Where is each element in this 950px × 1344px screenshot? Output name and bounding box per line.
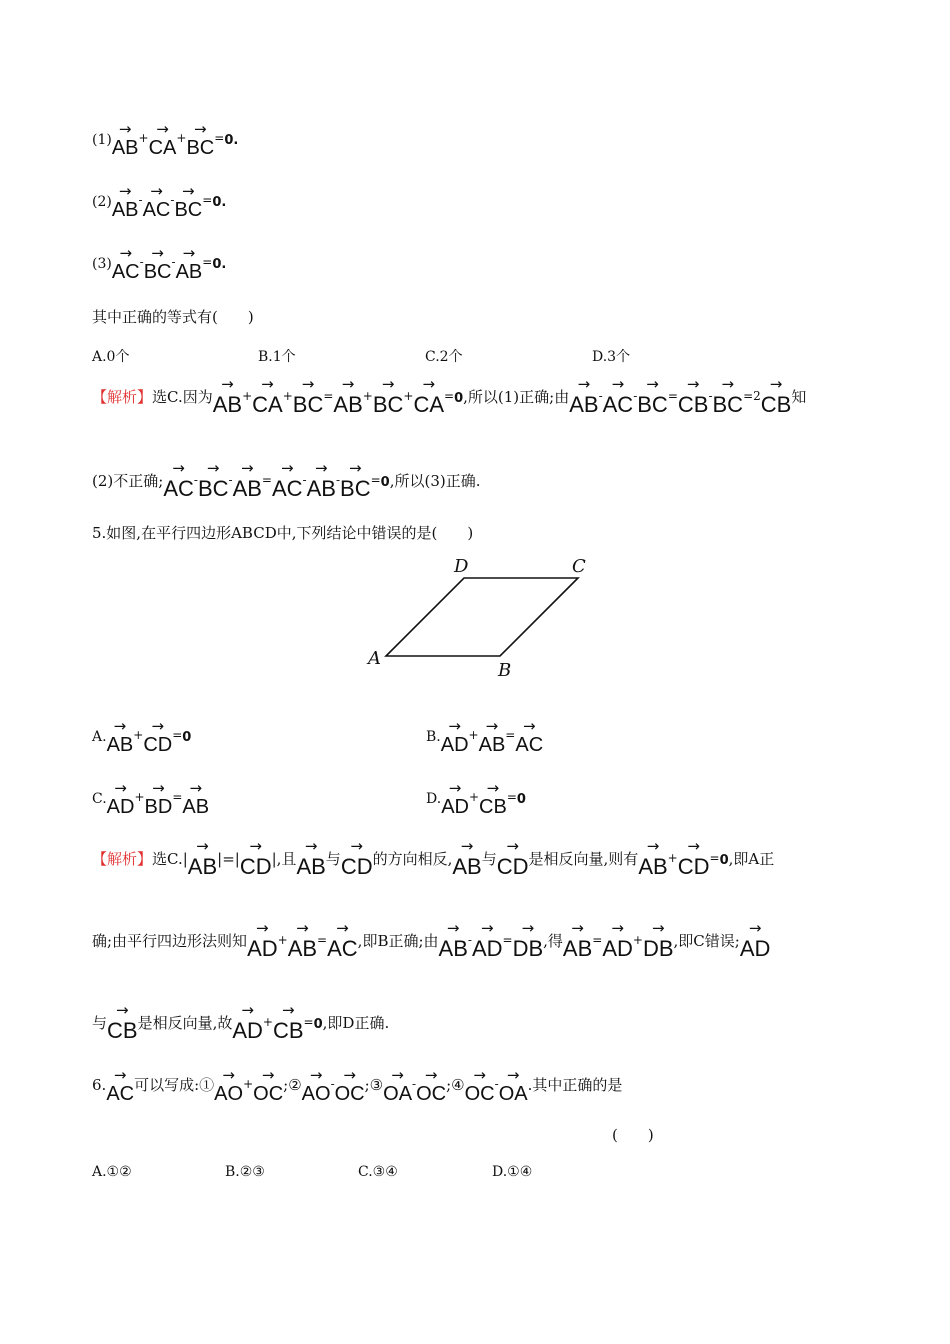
vector: → CD	[143, 717, 173, 756]
vector-arrow-icon: →	[221, 375, 234, 393]
q4-analysis-line-2	[92, 459, 481, 501]
operator: =	[506, 790, 517, 804]
vector-arrow-icon: →	[304, 837, 318, 855]
option-c: C.③④	[358, 1164, 398, 1180]
vector: → OC	[464, 1066, 495, 1105]
analysis-text: ,得	[543, 932, 563, 950]
vector: → AB	[452, 837, 482, 879]
vector-arrow-icon: →	[182, 244, 196, 262]
zero-vector: 0.	[212, 257, 227, 272]
answer-paren: ( )	[612, 1126, 654, 1144]
vector-arrow-icon: →	[422, 375, 436, 393]
analysis-text: 是相反向量,则有	[528, 850, 639, 868]
vector-arrow-icon: →	[309, 1066, 323, 1084]
vector: → CB	[272, 1001, 304, 1043]
vector-arrow-icon: →	[522, 717, 536, 735]
vector-arrow-icon: →	[189, 779, 203, 797]
vector: → AB	[296, 837, 326, 879]
operator: -	[494, 1077, 499, 1091]
question-text: 其中正确的等式有( )	[92, 308, 254, 326]
vector: → AD	[106, 779, 135, 818]
vector-arrow-icon: →	[748, 919, 762, 937]
vector-arrow-icon: →	[196, 837, 209, 855]
option-label: A.	[92, 729, 107, 745]
operator: +	[133, 728, 144, 742]
vertex-a: A	[368, 648, 381, 669]
vector-arrow-icon: →	[151, 717, 165, 735]
operator: +	[667, 851, 678, 865]
vertex-b: B	[498, 660, 512, 681]
analysis-text: 与	[92, 1014, 108, 1032]
operator: =	[323, 389, 334, 403]
vector: → AC	[142, 182, 171, 221]
vector: → AD	[232, 1001, 263, 1043]
zero-vector: 0	[719, 853, 729, 868]
vector: → AB	[569, 375, 599, 417]
option-b: B.②③	[225, 1164, 265, 1180]
vector: → AD	[247, 919, 278, 961]
operator: =2	[743, 389, 761, 403]
vector-arrow-icon: →	[480, 919, 494, 937]
vector: → AB	[111, 182, 139, 221]
vector-arrow-icon: →	[336, 919, 349, 937]
vector: → BC	[186, 120, 215, 159]
analysis-tag: 【解析】	[92, 850, 153, 868]
vector-arrow-icon: →	[151, 244, 164, 262]
vector-arrow-icon: →	[194, 120, 207, 138]
vector-arrow-icon: →	[156, 120, 169, 138]
option-label: B.	[426, 729, 441, 745]
vector-arrow-icon: →	[296, 919, 309, 937]
item-label: (1)	[92, 132, 112, 148]
vector-arrow-icon: →	[424, 1066, 438, 1084]
vector: → DB	[512, 919, 544, 961]
vector: → AB	[562, 919, 593, 961]
operator: -	[335, 473, 341, 487]
operator: +	[468, 728, 479, 742]
vector-arrow-icon: →	[521, 919, 535, 937]
vector: → OC	[416, 1066, 447, 1105]
vector-arrow-icon: →	[446, 919, 460, 937]
vector-arrow-icon: →	[687, 837, 700, 855]
zero-vector: 0	[313, 1017, 323, 1032]
operator: =	[303, 1015, 314, 1029]
vector: → AB	[106, 717, 134, 756]
vector: → BC	[637, 375, 668, 417]
zero-vector: 0	[182, 730, 192, 745]
vector-arrow-icon: →	[349, 459, 362, 477]
vector: → AO	[301, 1066, 331, 1105]
vector-arrow-icon: →	[261, 375, 274, 393]
operator: =	[202, 193, 213, 207]
vector: → DB	[642, 919, 674, 961]
operator: +	[134, 790, 145, 804]
operator: +	[632, 933, 643, 947]
analysis-text: ,即B正确;由	[357, 932, 439, 950]
zero-vector: 0	[380, 475, 390, 490]
option-d: D.3个	[592, 349, 631, 365]
vector-arrow-icon: →	[341, 375, 355, 393]
question-number: 6.	[92, 1076, 107, 1094]
vector: → AC	[111, 244, 140, 283]
operator: =	[214, 131, 225, 145]
vector: → BC	[143, 244, 172, 283]
vertex-c: C	[572, 556, 586, 577]
q4-item-1	[92, 120, 239, 159]
operator: -	[633, 389, 638, 403]
vector: → AD	[440, 717, 469, 756]
question-text: ;④	[446, 1076, 465, 1094]
vector-arrow-icon: →	[460, 837, 474, 855]
vector: → AB	[232, 459, 262, 501]
q5-option-d	[426, 779, 526, 818]
zero-vector: 0.	[212, 195, 227, 210]
operator: =	[505, 728, 516, 742]
operator: =	[317, 933, 328, 947]
q4-analysis-line-1	[92, 375, 807, 417]
vector: → AB	[187, 837, 218, 879]
operator: -	[193, 473, 198, 487]
option-b: B.1个	[258, 349, 296, 365]
vector: → CA	[252, 375, 283, 417]
vector: → AB	[287, 919, 318, 961]
vector: → CA	[413, 375, 445, 417]
vector: → BC	[712, 375, 744, 417]
analysis-text: |=|	[217, 850, 240, 868]
operator: =	[502, 933, 513, 947]
vector: → AB	[212, 375, 243, 417]
operator: -	[170, 193, 175, 207]
operator: +	[282, 389, 293, 403]
analysis-text: 与	[325, 850, 341, 868]
operator: =	[172, 728, 183, 742]
vector-arrow-icon: →	[172, 459, 185, 477]
vector: → AC	[271, 459, 303, 501]
operator: =	[202, 255, 213, 269]
vector-arrow-icon: →	[611, 375, 625, 393]
vector: → AB	[333, 375, 363, 417]
vector: → BC	[197, 459, 229, 501]
operator: -	[138, 193, 143, 207]
vector-arrow-icon: →	[240, 459, 254, 477]
operator: =	[444, 389, 455, 403]
analysis-text: 知	[791, 388, 807, 406]
vector: → AC	[163, 459, 194, 501]
vector-arrow-icon: →	[256, 919, 269, 937]
q5-analysis-line-2	[92, 919, 771, 961]
vector-arrow-icon: →	[113, 1066, 127, 1084]
vector-arrow-icon: →	[241, 1001, 254, 1019]
operator: -	[302, 473, 307, 487]
vector-arrow-icon: →	[119, 244, 133, 262]
operator: +	[403, 389, 414, 403]
operator: =	[592, 933, 603, 947]
vector: → BD	[144, 779, 173, 818]
vector: → AO	[214, 1066, 244, 1105]
operator: -	[708, 389, 713, 403]
operator: +	[277, 933, 288, 947]
option-label: D.	[426, 791, 442, 807]
vector-arrow-icon: →	[301, 375, 315, 393]
vector-arrow-icon: →	[118, 182, 132, 200]
vector: → AC	[515, 717, 544, 756]
vector: → CB	[479, 779, 507, 818]
analysis-text: ,所以(1)正确;由	[463, 388, 570, 406]
option-label: C.	[92, 791, 107, 807]
vector-arrow-icon: →	[769, 375, 783, 393]
zero-vector: 0	[454, 391, 464, 406]
vector-arrow-icon: →	[249, 837, 263, 855]
vector: → OC	[334, 1066, 365, 1105]
vector: → CB	[760, 375, 792, 417]
vector: → AC	[602, 375, 634, 417]
analysis-text: 选C.因为	[152, 388, 213, 406]
vector-arrow-icon: →	[381, 375, 395, 393]
analysis-text: (2)不正确;	[92, 472, 164, 490]
vector-arrow-icon: →	[222, 1066, 235, 1084]
vector-arrow-icon: →	[113, 717, 127, 735]
vector: → CD	[239, 837, 272, 879]
operator: +	[138, 131, 149, 145]
vector: → CB	[107, 1001, 138, 1043]
operator: =	[667, 389, 678, 403]
operator: +	[243, 1077, 254, 1091]
q4-item-2	[92, 182, 227, 221]
vector-arrow-icon: →	[473, 1066, 486, 1084]
q4-item-3	[92, 244, 227, 283]
vector: → CB	[677, 375, 709, 417]
analysis-tag: 【解析】	[92, 388, 153, 406]
vector: → AB	[438, 919, 468, 961]
vector: → CA	[148, 120, 177, 159]
vector: → AD	[602, 919, 633, 961]
q4-question	[92, 310, 254, 325]
vector: → AB	[182, 779, 210, 818]
vector-arrow-icon: →	[506, 837, 519, 855]
operator: -	[139, 255, 144, 269]
question-text: 可以写成:①	[134, 1076, 215, 1094]
vector: → AB	[638, 837, 668, 879]
vector-arrow-icon: →	[686, 375, 700, 393]
vector-arrow-icon: →	[448, 717, 461, 735]
item-label: (2)	[92, 194, 112, 210]
option-a: A.①②	[92, 1164, 132, 1180]
parallelogram-shape	[386, 578, 578, 656]
operator: +	[468, 790, 480, 804]
vector-arrow-icon: →	[448, 779, 462, 797]
q6-question	[92, 1066, 623, 1105]
vertex-d: D	[454, 556, 469, 577]
analysis-text: 与	[481, 850, 497, 868]
vector-arrow-icon: →	[261, 1066, 275, 1084]
operator: =	[709, 851, 720, 865]
vector-arrow-icon: →	[611, 919, 624, 937]
vector-arrow-icon: →	[646, 375, 659, 393]
vector: → AB	[111, 120, 139, 159]
vector-arrow-icon: →	[350, 837, 363, 855]
zero-vector: 0.	[224, 133, 239, 148]
operator: =	[172, 790, 183, 804]
vector: → BC	[340, 459, 371, 501]
vector-arrow-icon: →	[152, 779, 165, 797]
q5-option-a	[92, 717, 192, 756]
operator: +	[242, 389, 253, 403]
vector-arrow-icon: →	[646, 837, 660, 855]
vector-arrow-icon: →	[391, 1066, 404, 1084]
zero-vector: 0	[516, 792, 526, 807]
vector-arrow-icon: →	[114, 779, 127, 797]
operator: -	[228, 473, 233, 487]
vector: → AD	[739, 919, 771, 961]
vector-arrow-icon: →	[314, 459, 328, 477]
vector-arrow-icon: →	[281, 1001, 295, 1019]
question-text: ;③	[364, 1076, 384, 1094]
operator: -	[171, 255, 176, 269]
operator: -	[598, 389, 603, 403]
operator: -	[330, 1077, 335, 1091]
vector: → AC	[327, 919, 358, 961]
operator: +	[262, 1015, 273, 1029]
vector: → BC	[174, 182, 203, 221]
vector: → CD	[496, 837, 529, 879]
vector: → AB	[175, 244, 203, 283]
q5-analysis-line-1	[92, 837, 775, 879]
vector-arrow-icon: →	[116, 1001, 129, 1019]
q6-answer-paren	[612, 1128, 654, 1143]
vector-arrow-icon: →	[118, 120, 132, 138]
vector: → AC	[106, 1066, 135, 1105]
operator: =	[261, 473, 272, 487]
vector-arrow-icon: →	[651, 919, 665, 937]
vector: → OA	[383, 1066, 413, 1105]
analysis-text: ,即C错误;	[673, 932, 740, 950]
operator: +	[176, 131, 187, 145]
vector: → AB	[478, 717, 506, 756]
option-a: A.0个	[92, 349, 130, 365]
analysis-text: ,所以(3)正确.	[389, 472, 481, 490]
operator: =	[370, 473, 381, 487]
operator: -	[412, 1077, 417, 1091]
vector-arrow-icon: →	[577, 375, 591, 393]
vector: → OA	[498, 1066, 528, 1105]
question-text: 5.如图,在平行四边形ABCD中,下列结论中错误的是( )	[92, 524, 474, 542]
analysis-text: 选C.|	[152, 850, 188, 868]
operator: -	[467, 933, 472, 947]
option-c: C.2个	[425, 349, 463, 365]
vector: → AD	[471, 919, 503, 961]
analysis-text: ,即D正确.	[322, 1014, 390, 1032]
vector: → AB	[306, 459, 336, 501]
vector: → BC	[292, 375, 324, 417]
vector: → AD	[441, 779, 469, 818]
vector: → OC	[253, 1066, 284, 1105]
vector-arrow-icon: →	[721, 375, 735, 393]
vector: → BC	[372, 375, 404, 417]
q5-analysis-line-3	[92, 1001, 390, 1043]
analysis-text: ,即A正	[728, 850, 775, 868]
vector: → CD	[677, 837, 710, 879]
analysis-text: 的方向相反,	[372, 850, 453, 868]
q5-option-b	[426, 717, 544, 756]
vector-arrow-icon: →	[206, 459, 220, 477]
item-label: (3)	[92, 256, 112, 272]
vector-arrow-icon: →	[571, 919, 584, 937]
vector-arrow-icon: →	[485, 717, 499, 735]
vector: → CD	[340, 837, 373, 879]
q5-option-c	[92, 779, 210, 818]
vector-arrow-icon: →	[150, 182, 163, 200]
vector-arrow-icon: →	[486, 779, 500, 797]
q5-question	[92, 526, 473, 541]
analysis-text: |,且	[271, 850, 297, 868]
vector-arrow-icon: →	[506, 1066, 520, 1084]
vector-arrow-icon: →	[182, 182, 195, 200]
question-text: ;②	[283, 1076, 302, 1094]
analysis-text: 是相反向量,故	[137, 1014, 233, 1032]
vector-arrow-icon: →	[343, 1066, 356, 1084]
parallelogram-figure	[360, 552, 600, 682]
question-text: .其中正确的是	[527, 1076, 623, 1094]
operator: +	[362, 389, 373, 403]
option-d: D.①④	[492, 1164, 533, 1180]
vector-arrow-icon: →	[280, 459, 294, 477]
analysis-text: 确;由平行四边形法则知	[92, 932, 248, 950]
